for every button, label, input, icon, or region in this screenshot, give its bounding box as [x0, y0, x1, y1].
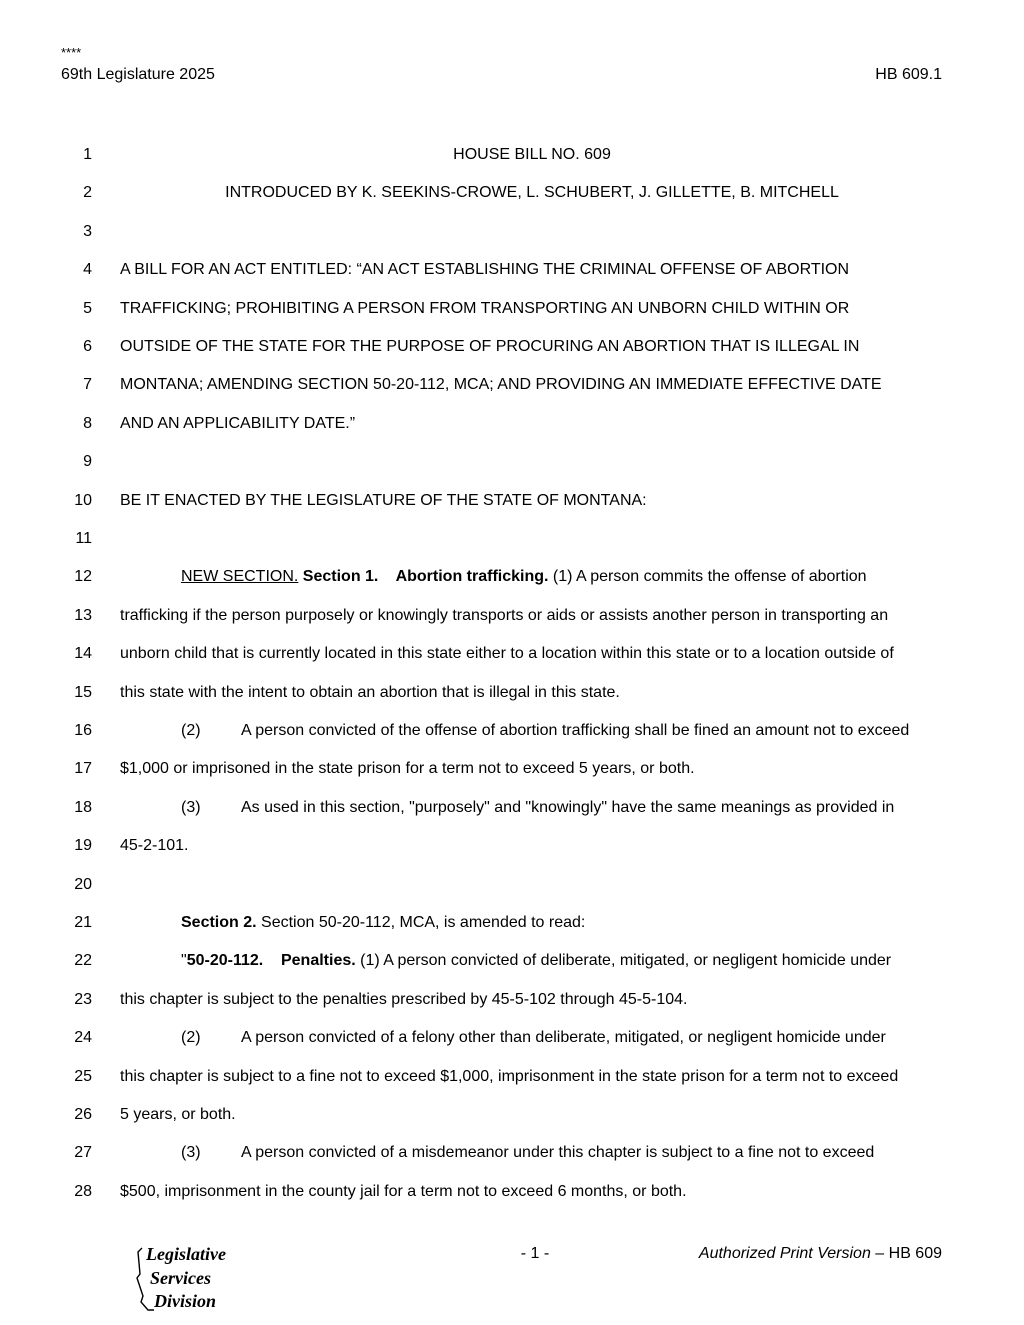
bill-line: [0, 1027, 1024, 1049]
text-segment: Section 50-20-112, MCA, is amended to read:: [256, 914, 586, 931]
bill-line: [0, 336, 1024, 358]
line-number: 17: [74, 760, 92, 778]
bill-line: [0, 797, 1024, 819]
line-text: [120, 566, 944, 588]
bill-line: [0, 566, 1024, 588]
line-number: 1: [83, 146, 92, 163]
line-number: 21: [74, 914, 92, 931]
line-number: 26: [74, 1106, 92, 1123]
bill-line: [0, 1104, 1024, 1126]
text-segment: this chapter is subject to a fine not to exceed $1,000, imprisonment in the state prison for a term not to exceed: [120, 1067, 899, 1085]
line-text: [120, 259, 944, 281]
line-number: 24: [74, 1029, 92, 1047]
section-label-underlined: NEW SECTION.: [181, 568, 299, 586]
bill-line: [0, 912, 1024, 934]
line-number: 16: [74, 722, 92, 739]
line-number: 22: [74, 952, 92, 970]
bill-line: [0, 490, 1024, 512]
bill-line: [0, 451, 1024, 473]
line-text: [120, 374, 944, 396]
bill-line: [0, 874, 1024, 896]
line-text: [120, 912, 944, 934]
line-number: 9: [83, 453, 92, 471]
logo-word-legislative: Legislative: [146, 1244, 226, 1264]
line-text: [120, 720, 944, 742]
bill-line: [0, 413, 1024, 435]
bill-line: [0, 682, 1024, 704]
bold-heading-text: Section 1. Abortion trafficking.: [302, 568, 549, 586]
bill-line: [0, 528, 1024, 550]
bill-identifier: HB 609.1: [875, 66, 942, 83]
line-text: [120, 605, 944, 627]
line-number: 3: [83, 222, 92, 240]
line-number: 2: [83, 184, 92, 202]
logo-word-division: Division: [154, 1291, 217, 1311]
line-number: 7: [83, 376, 92, 394]
line-number: 19: [74, 837, 92, 855]
print-version-bill: – HB 609: [870, 1245, 942, 1262]
bill-line: [0, 758, 1024, 780]
bold-heading-text: 50-20-112. Penalties.: [186, 952, 356, 970]
line-text: [120, 1066, 944, 1088]
text-segment: As used in this section, "purposely" and "knowingly" have the same meanings as provided in: [241, 798, 895, 816]
bill-line: [0, 720, 1024, 742]
text-segment: A BILL FOR AN ACT ENTITLED: “AN ACT ESTABLISHING THE CRIMINAL OFFENSE OF ABORTION: [120, 261, 850, 279]
logo-word-services: Services: [150, 1268, 211, 1288]
text-segment: unborn child that is currently located in this state either to a location within this state or to a location outside of: [120, 645, 894, 663]
line-text: [120, 1142, 944, 1164]
line-number: 18: [74, 798, 92, 816]
text-segment: (1) A person convicted of deliberate, mitigated, or negligent homicide under: [355, 952, 892, 970]
line-number: 13: [74, 606, 92, 624]
line-text: [120, 298, 944, 320]
subsection-number: (2): [181, 1029, 201, 1047]
line-text: [120, 1104, 944, 1126]
line-number: 14: [74, 645, 92, 663]
text-segment: 5 years, or both.: [120, 1106, 236, 1123]
text-segment: $1,000 or imprisoned in the state prison for a term not to exceed 5 years, or both.: [120, 760, 695, 778]
text-segment: (1) A person commits the offense of abortion: [548, 568, 867, 586]
line-text: [120, 950, 944, 972]
line-number: 12: [74, 568, 92, 586]
text-segment: A person convicted of the offense of abortion trafficking shall be fined an amount not to exceed: [241, 722, 910, 739]
bill-line: [0, 950, 1024, 972]
bill-line: [0, 989, 1024, 1011]
bill-line: [0, 835, 1024, 857]
line-number: 6: [83, 338, 92, 355]
line-text: [120, 182, 944, 204]
text-segment: TRAFFICKING; PROHIBITING A PERSON FROM TRANSPORTING AN UNBORN CHILD WITHIN OR: [120, 299, 850, 317]
line-number: 10: [74, 491, 92, 509]
legislative-services-division-logo: [134, 1244, 254, 1316]
line-number: 4: [83, 261, 92, 279]
line-text: [120, 643, 944, 665]
bill-line: [0, 221, 1024, 243]
text-segment: A person convicted of a misdemeanor under this chapter is subject to a fine not to exceed: [241, 1144, 875, 1162]
bill-line: [0, 182, 1024, 204]
print-version-italic: Authorized Print Version: [698, 1245, 871, 1262]
text-segment: HOUSE BILL NO. 609: [453, 146, 611, 163]
line-number: 27: [74, 1144, 92, 1162]
text-segment: 45-2-101.: [120, 837, 189, 855]
text-segment: trafficking if the person purposely or knowingly transports or aids or assists another person in transporting an: [120, 606, 889, 624]
line-number: 23: [74, 990, 92, 1008]
bill-line: [0, 1181, 1024, 1203]
line-text: [120, 490, 944, 512]
line-number: 11: [75, 530, 92, 547]
line-number: 8: [83, 414, 92, 432]
bold-heading-text: Section 2.: [181, 914, 257, 931]
bill-line: [0, 259, 1024, 281]
bill-line: [0, 1066, 1024, 1088]
bill-line: [0, 1142, 1024, 1164]
line-number: 20: [74, 875, 92, 893]
line-number: 25: [74, 1067, 92, 1085]
bill-line: [0, 374, 1024, 396]
text-segment: AND AN APPLICABILITY DATE.”: [120, 414, 356, 432]
text-segment: BE IT ENACTED BY THE LEGISLATURE OF THE STATE OF MONTANA:: [120, 491, 647, 509]
text-segment: OUTSIDE OF THE STATE FOR THE PURPOSE OF PROCURING AN ABORTION THAT IS ILLEGAL IN: [120, 338, 860, 355]
text-segment: INTRODUCED BY K. SEEKINS-CROWE, L. SCHUBERT, J. GILLETTE, B. MITCHELL: [225, 184, 839, 202]
text-segment: this chapter is subject to the penalties prescribed by 45-5-102 through 45-5-104.: [120, 990, 688, 1008]
line-text: [120, 336, 944, 358]
page-number: - 1 -: [520, 1245, 550, 1262]
line-text: [120, 797, 944, 819]
line-text: [120, 758, 944, 780]
line-text: [120, 989, 944, 1011]
text-segment: MONTANA; AMENDING SECTION 50-20-112, MCA; AND PROVIDING AN IMMEDIATE EFFECTIVE DATE: [120, 376, 882, 394]
bill-line: [0, 643, 1024, 665]
subsection-number: (3): [181, 798, 201, 816]
print-version-label: [699, 1244, 942, 1264]
text-segment: A person convicted of a felony other than deliberate, mitigated, or negligent homicide under: [241, 1029, 886, 1047]
line-number: 15: [74, 683, 92, 701]
header-stars: ****: [61, 45, 82, 60]
bill-line: [0, 144, 1024, 166]
line-text: [120, 1181, 944, 1203]
line-text: [120, 1027, 944, 1049]
text-segment: this state with the intent to obtain an abortion that is illegal in this state.: [120, 683, 620, 701]
bill-line: [0, 605, 1024, 627]
line-text: [120, 682, 944, 704]
line-text: [120, 144, 944, 166]
text-segment: $500, imprisonment in the county jail for a term not to exceed 6 months, or both.: [120, 1182, 687, 1200]
text-segment: ": [181, 952, 187, 970]
line-number: 5: [83, 299, 92, 317]
subsection-number: (3): [181, 1144, 201, 1162]
line-number: 28: [74, 1182, 92, 1200]
line-text: [120, 413, 944, 435]
legislature-session: 69th Legislature 2025: [61, 66, 215, 83]
bill-line: [0, 298, 1024, 320]
subsection-number: (2): [181, 722, 201, 739]
line-text: [120, 835, 944, 857]
